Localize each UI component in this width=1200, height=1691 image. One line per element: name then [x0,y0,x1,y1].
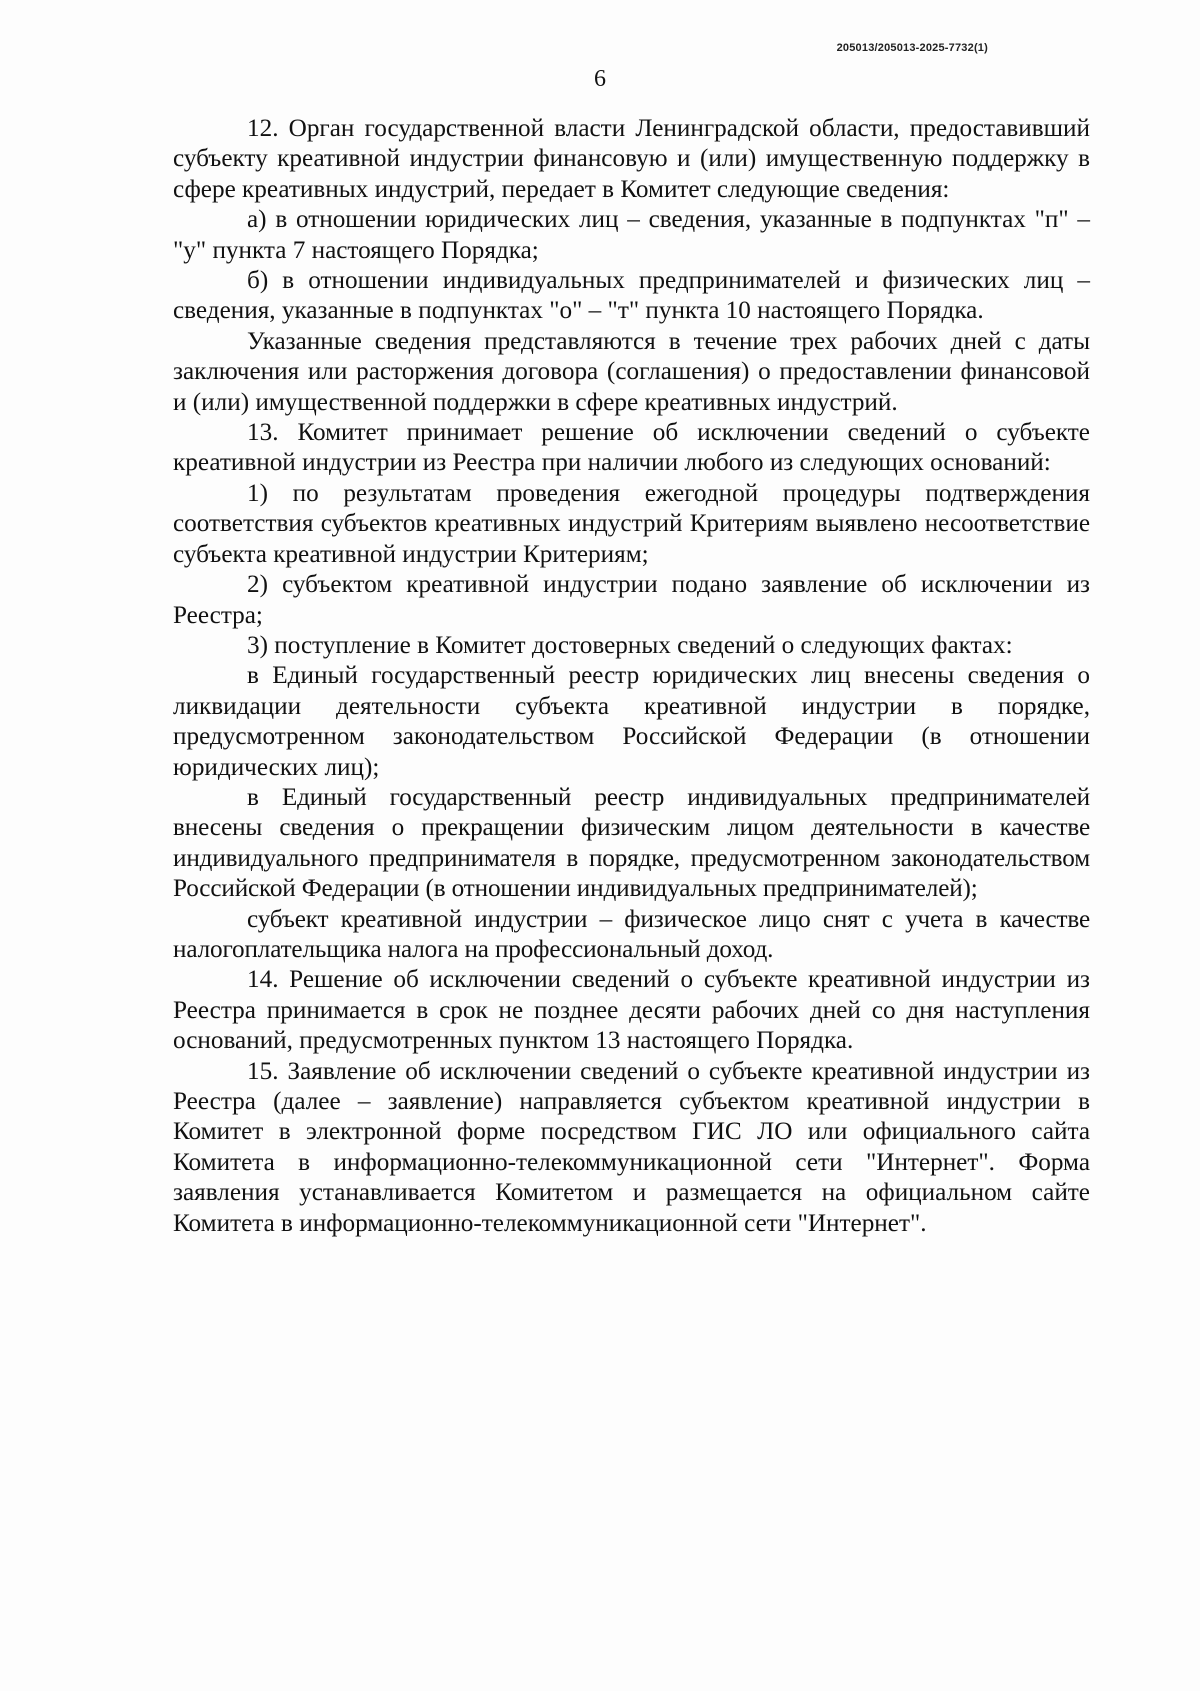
paragraph-13-fact-individuals: субъект креативной индустрии – физическое лицо снят с учета в качестве налогоплательщика налога на профессиональный доход. [173,905,1090,963]
document-id: 205013/205013-2025-7732(1) [836,42,988,54]
paragraph-13-item-1: 1) по результатам проведения ежегодной процедуры подтверждения соответствия субъектов креативных индустрий Критериям выявлено несоответствие субъекта креативной индустрии Критериям; [173,479,1090,568]
paragraph-13: 13. Комитет принимает решение об исключении сведений о субъекте креативной индустрии из Реестра при наличии любого из следующих оснований: [173,419,1090,477]
paragraph-12-item-b: б) в отношении индивидуальных предпринимателей и физических лиц – сведения, указанные в подпунктах "о" – "т" пункта 10 настоящего Порядка. [173,267,1090,325]
paragraph-13-fact-legal-entities: в Единый государственный реестр юридических лиц внесены сведения о ликвидации деятельности субъекта креативной индустрии в порядке, предусмотренном законодательством Российской Федерации (в отношении юридических лиц); [173,662,1090,781]
page-number: 6 [594,66,606,92]
paragraph-12: 12. Орган государственной власти Ленинградской области, предоставивший субъекту креативной индустрии финансовую и (или) имущественную поддержку в сфере креативных индустрий, передает в Комитет следующие сведения: [173,115,1090,203]
paragraph-12-item-a: а) в отношении юридических лиц – сведения, указанные в подпунктах "п" – "у" пункта 7 настоящего Порядка; [173,206,1090,264]
document-body [173,114,1090,1239]
paragraph-12-deadline: Указанные сведения представляются в течение трех рабочих дней с даты заключения или расторжения договора (соглашения) о предоставлении финансовой и (или) имущественной поддержки в сфере креативных индустрий. [173,327,1090,416]
paragraph-13-fact-entrepreneurs: в Единый государственный реестр индивидуальных предпринимателей внесены сведения о прекращении физическим лицом деятельности в качестве индивидуального предпринимателя в порядке, предусмотренном законодательством Российской Федерации (в отношении индивидуальных предпринимателей); [173,783,1090,903]
paragraph-15: 15. Заявление об исключении сведений о субъекте креативной индустрии из Реестра (далее – заявление) направляется субъектом креативной индустрии в Комитет в электронной форме посредством ГИС ЛО или официального сайта Комитета в информационно-телекоммуникационной сети "Интернет". Форма заявления устанавливается Комитетом и размещается на официальном сайте Комитета в информационно-телекоммуникационной сети "Интернет". [173,1057,1090,1237]
paragraph-13-item-2: 2) субъектом креативной индустрии подано заявление об исключении из Реестра; [173,571,1090,629]
paragraph-13-item-3: 3) поступление в Комитет достоверных сведений о следующих фактах: [247,631,1013,659]
paragraph-14: 14. Решение об исключении сведений о субъекте креативной индустрии из Реестра принимается в срок не позднее десяти рабочих дней со дня наступления оснований, предусмотренных пунктом 13 настоящего Порядка. [173,966,1090,1055]
